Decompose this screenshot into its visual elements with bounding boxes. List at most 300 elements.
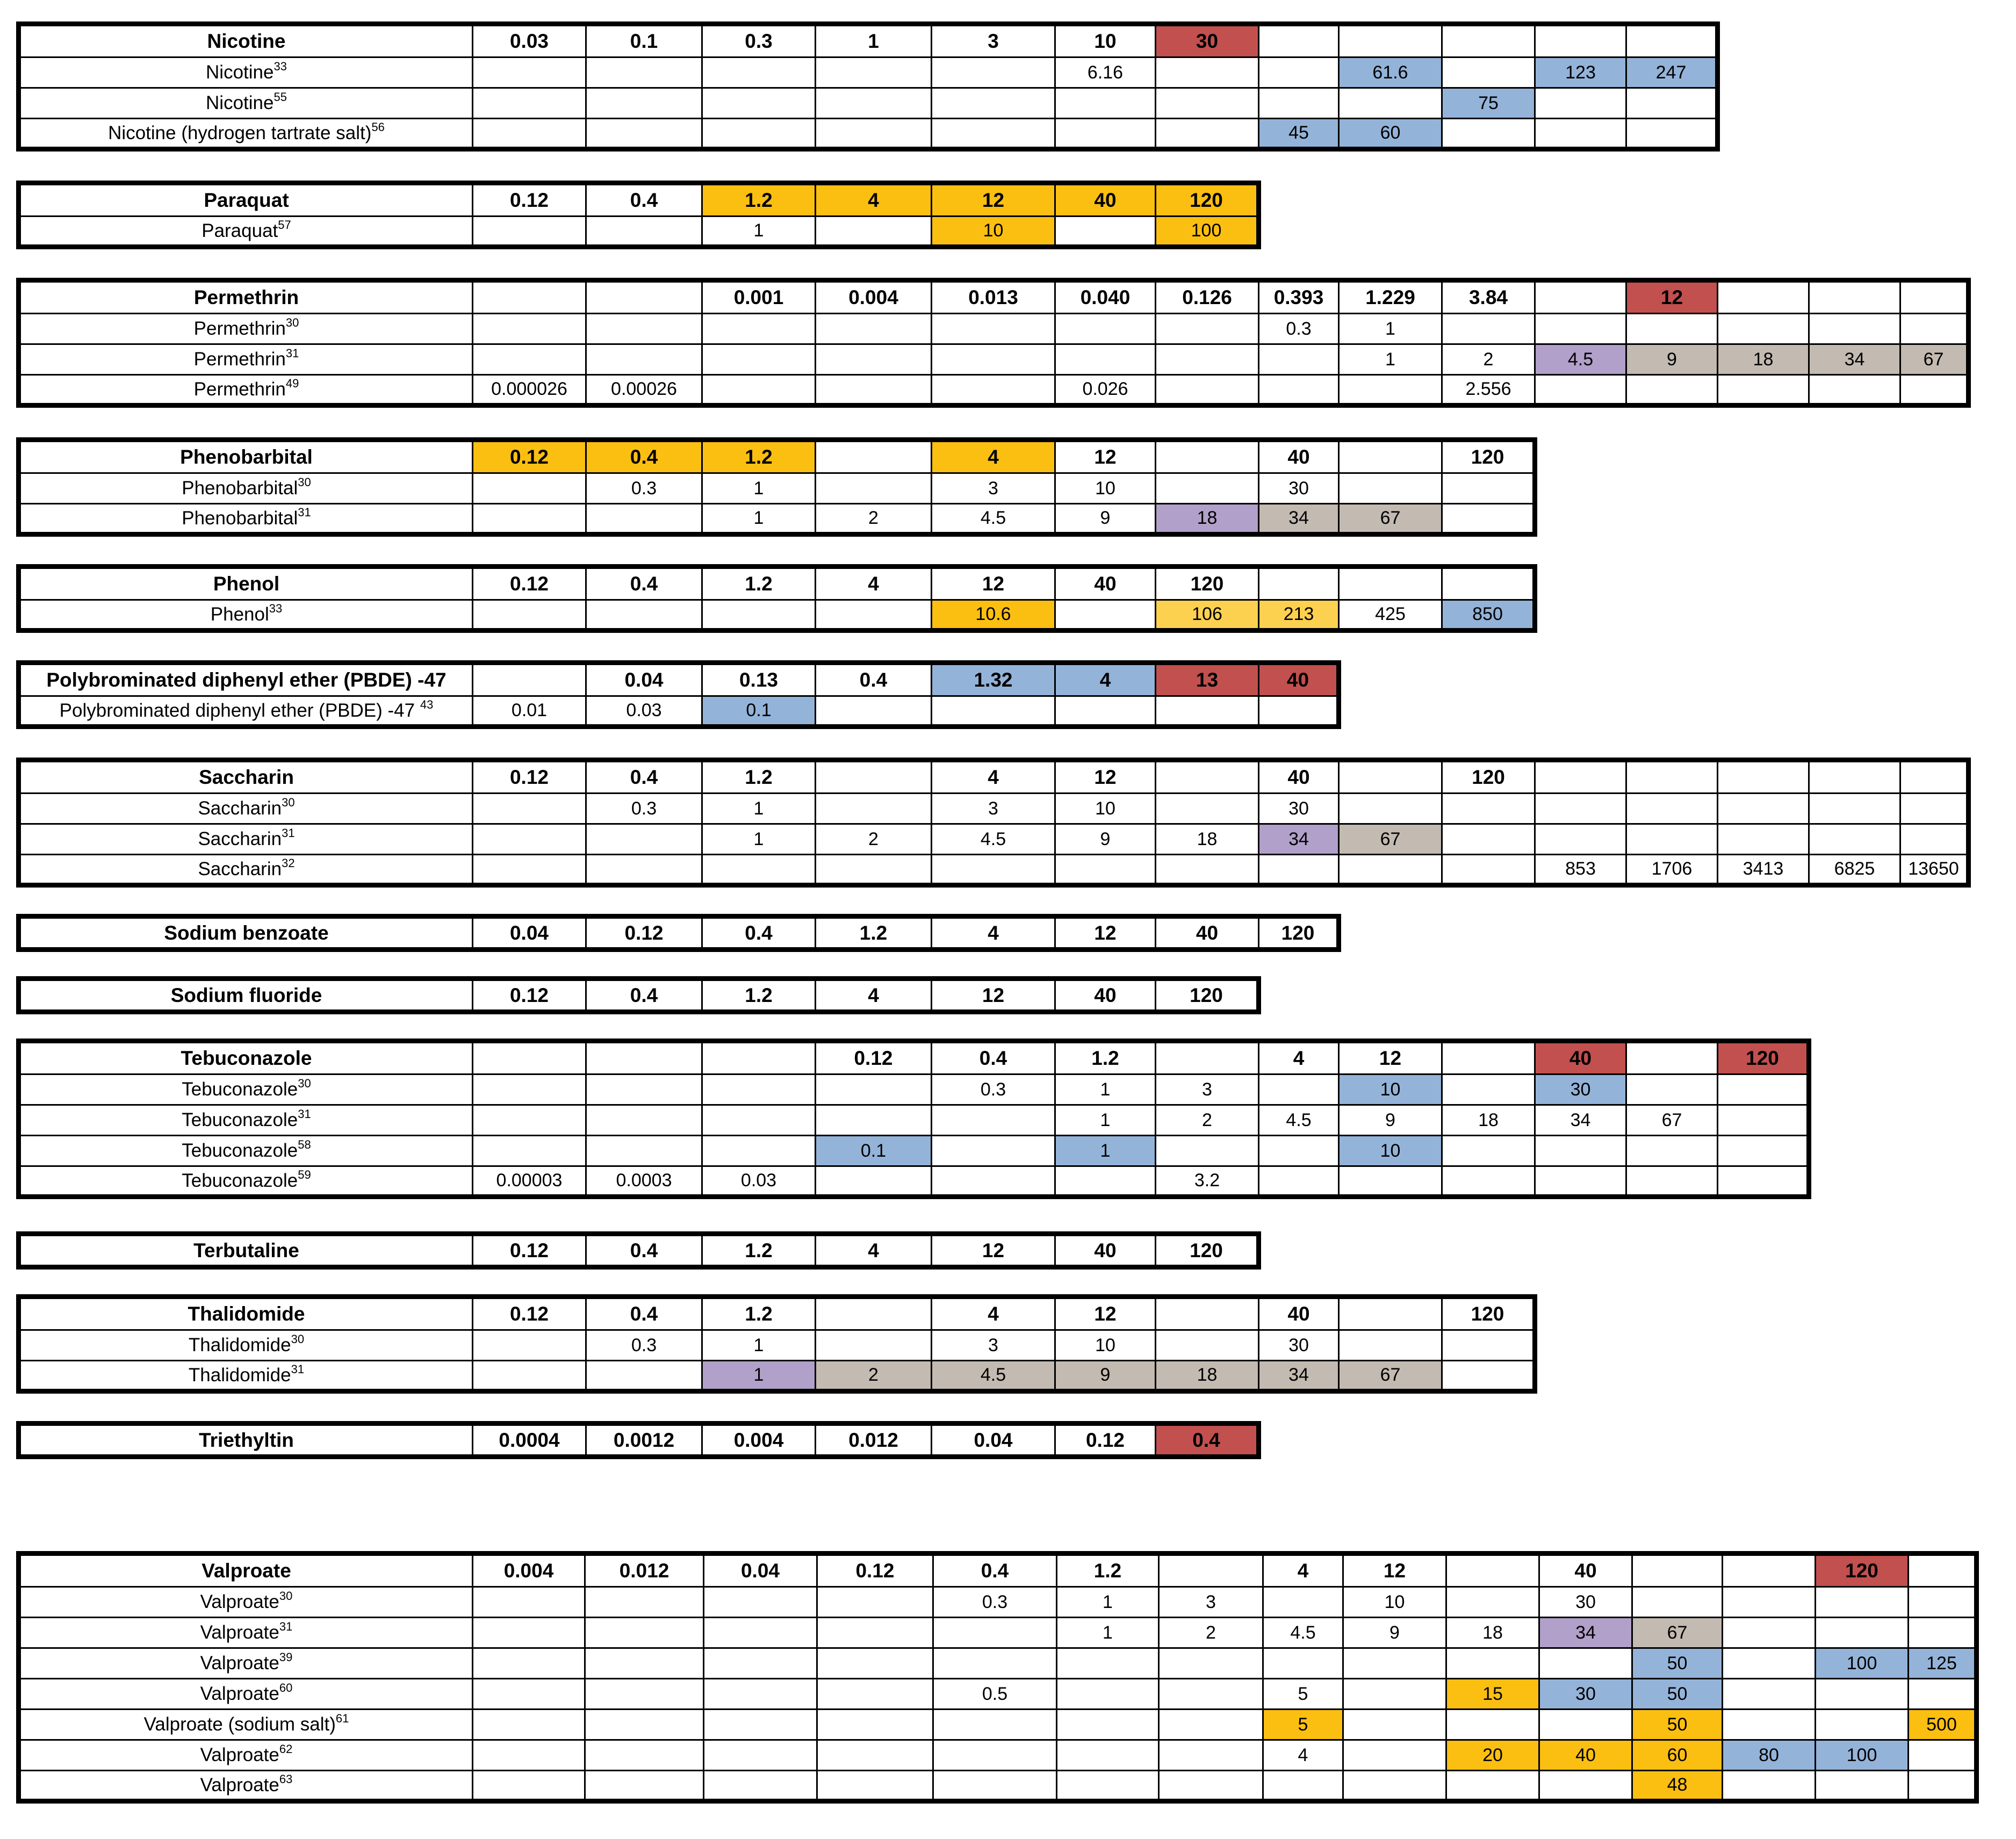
concentration-cell: 0.4: [702, 917, 816, 950]
concentration-cell: [1156, 794, 1259, 824]
reference-number: 63: [279, 1772, 293, 1786]
concentration-cell: 3: [1159, 1587, 1263, 1618]
concentration-cell: 0.03: [473, 24, 586, 57]
reference-row: [19, 1618, 1977, 1648]
reference-label: [19, 1074, 473, 1105]
concentration-cell: [1339, 24, 1442, 57]
reference-label: [19, 824, 473, 855]
concentration-cell: 0.12: [586, 917, 702, 950]
concentration-table: [16, 181, 1261, 249]
concentration-cell: 18: [1446, 1618, 1539, 1648]
concentration-cell: 0.12: [473, 1234, 586, 1267]
concentration-cell: 4: [1263, 1554, 1343, 1587]
reference-label: [19, 1648, 473, 1679]
concentration-cell: [1343, 1710, 1446, 1740]
reference-row: [19, 1136, 1809, 1166]
reference-row: [19, 504, 1535, 535]
concentration-cell: 2: [1442, 344, 1535, 375]
concentration-cell: 0.12: [473, 760, 586, 794]
concentration-cell: [1816, 1618, 1909, 1648]
concentration-cell: [1723, 1679, 1816, 1710]
reference-row: [19, 217, 1259, 247]
label-text: Nicotine: [207, 30, 286, 52]
concentration-table: [16, 1551, 1979, 1804]
substance-table: [16, 660, 1341, 729]
reference-row: [19, 1361, 1535, 1391]
concentration-cell: [1259, 1166, 1339, 1197]
concentration-cell: [1535, 1136, 1626, 1166]
concentration-cell: [1055, 1166, 1156, 1197]
concentration-cell: [1442, 24, 1535, 57]
concentration-cell: [1159, 1771, 1263, 1801]
reference-label: [19, 794, 473, 824]
concentration-cell: 0.12: [473, 183, 586, 217]
concentration-cell: 1: [816, 24, 932, 57]
concentration-cell: 18: [1156, 1361, 1259, 1391]
concentration-cell: [1718, 375, 1809, 406]
concentration-cell: [1442, 794, 1535, 824]
concentration-cell: [1626, 24, 1718, 57]
substance-table: [16, 1421, 1261, 1459]
reference-label: [19, 1166, 473, 1197]
concentration-cell: 67: [1632, 1618, 1723, 1648]
concentration-cell: 13650: [1900, 855, 1969, 885]
header-row: [19, 1424, 1259, 1457]
concentration-cell: [1055, 314, 1156, 344]
concentration-cell: [1339, 440, 1442, 473]
concentration-cell: [586, 344, 702, 375]
concentration-cell: 0.040: [1055, 280, 1156, 314]
concentration-cell: 2: [816, 1361, 932, 1391]
reference-number: 33: [269, 601, 283, 615]
concentration-cell: 120: [1156, 979, 1259, 1012]
concentration-cell: 4: [1259, 1041, 1339, 1074]
concentration-cell: [1718, 1105, 1809, 1136]
concentration-cell: [1055, 88, 1156, 119]
concentration-cell: [816, 1297, 932, 1330]
reference-row: [19, 824, 1969, 855]
concentration-cell: [1442, 1041, 1535, 1074]
concentration-cell: [1442, 1074, 1535, 1105]
reference-row: [19, 1105, 1809, 1136]
concentration-cell: 1: [702, 1361, 816, 1391]
concentration-cell: 12: [932, 979, 1055, 1012]
concentration-cell: 1: [1055, 1136, 1156, 1166]
concentration-cell: [1259, 57, 1339, 88]
reference-row: [19, 1648, 1977, 1679]
concentration-cell: [1057, 1648, 1159, 1679]
concentration-cell: [585, 1740, 704, 1771]
concentration-cell: [1626, 375, 1718, 406]
concentration-cell: [1339, 1330, 1442, 1361]
concentration-cell: [1909, 1587, 1977, 1618]
label-text: Valproate: [200, 1683, 279, 1704]
concentration-cell: [702, 88, 816, 119]
concentration-cell: [1156, 855, 1259, 885]
concentration-cell: 1: [1057, 1587, 1159, 1618]
substance-name: [19, 567, 473, 600]
concentration-cell: [817, 1648, 933, 1679]
concentration-cell: 1.32: [932, 663, 1055, 696]
concentration-cell: [816, 696, 932, 727]
concentration-cell: [1343, 1648, 1446, 1679]
concentration-cell: [1339, 375, 1442, 406]
reference-row: [19, 600, 1535, 631]
concentration-table: [16, 564, 1537, 633]
label-text: Nicotine: [206, 62, 274, 83]
concentration-cell: 1.2: [702, 1297, 816, 1330]
concentration-cell: [1156, 119, 1259, 149]
label-text: Phenobarbital: [182, 507, 298, 529]
concentration-cell: [1626, 1041, 1718, 1074]
concentration-cell: [586, 1074, 702, 1105]
concentration-cell: [1442, 567, 1535, 600]
concentration-cell: 425: [1339, 600, 1442, 631]
concentration-cell: [473, 1587, 585, 1618]
concentration-cell: 1: [1055, 1105, 1156, 1136]
concentration-cell: [1718, 280, 1809, 314]
concentration-cell: 2: [1156, 1105, 1259, 1136]
concentration-cell: [473, 1105, 586, 1136]
concentration-cell: [1159, 1679, 1263, 1710]
reference-row: [19, 855, 1969, 885]
concentration-cell: 5: [1263, 1679, 1343, 1710]
concentration-cell: 40: [1156, 917, 1259, 950]
concentration-cell: 0.04: [586, 663, 702, 696]
concentration-cell: [1909, 1618, 1977, 1648]
concentration-cell: [704, 1679, 817, 1710]
header-row: [19, 663, 1339, 696]
label-text: Tebuconazole: [182, 1079, 298, 1100]
concentration-cell: [1723, 1771, 1816, 1801]
concentration-cell: 12: [932, 1234, 1055, 1267]
concentration-cell: [1626, 119, 1718, 149]
concentration-cell: [702, 1105, 816, 1136]
reference-row: [19, 1166, 1809, 1197]
concentration-cell: [1442, 1330, 1535, 1361]
substance-table: [16, 914, 1341, 952]
concentration-cell: [1909, 1679, 1977, 1710]
concentration-cell: [816, 314, 932, 344]
reference-number: 39: [279, 1650, 293, 1664]
concentration-cell: [1718, 824, 1809, 855]
concentration-cell: [816, 473, 932, 504]
concentration-table: [16, 1421, 1261, 1459]
substance-table: [16, 1231, 1261, 1270]
concentration-cell: 34: [1809, 344, 1900, 375]
concentration-cell: 45: [1259, 119, 1339, 149]
reference-label: [19, 314, 473, 344]
reference-label: [19, 855, 473, 885]
concentration-cell: 1.2: [702, 183, 816, 217]
concentration-cell: 12: [932, 567, 1055, 600]
concentration-cell: 3.84: [1442, 280, 1535, 314]
concentration-cell: [1442, 1361, 1535, 1391]
header-row: [19, 183, 1259, 217]
concentration-cell: 20: [1446, 1740, 1539, 1771]
concentration-cell: [816, 794, 932, 824]
concentration-cell: [932, 119, 1055, 149]
concentration-cell: 1.229: [1339, 280, 1442, 314]
concentration-cell: 0.1: [702, 696, 816, 727]
concentration-cell: [473, 1771, 585, 1801]
concentration-cell: 1: [1339, 344, 1442, 375]
concentration-cell: [932, 1136, 1055, 1166]
concentration-cell: [816, 344, 932, 375]
concentration-cell: 120: [1718, 1041, 1809, 1074]
concentration-cell: [1446, 1554, 1539, 1587]
reference-row: [19, 1771, 1977, 1801]
concentration-cell: [1718, 760, 1809, 794]
concentration-cell: [1159, 1740, 1263, 1771]
concentration-cell: 1: [702, 217, 816, 247]
concentration-cell: 40: [1055, 1234, 1156, 1267]
label-text: Polybrominated diphenyl ether (PBDE) -47: [59, 699, 420, 721]
concentration-cell: 1: [702, 504, 816, 535]
concentration-cell: 50: [1632, 1648, 1723, 1679]
concentration-cell: [1446, 1710, 1539, 1740]
concentration-cell: 4.5: [1259, 1105, 1339, 1136]
concentration-cell: 1.2: [702, 1234, 816, 1267]
label-text: Saccharin: [198, 858, 282, 879]
concentration-cell: 0.4: [586, 979, 702, 1012]
concentration-cell: 1706: [1626, 855, 1718, 885]
concentration-cell: 0.4: [586, 1297, 702, 1330]
reference-label: [19, 344, 473, 375]
concentration-cell: [1626, 1074, 1718, 1105]
concentration-cell: 0.4: [932, 1041, 1055, 1074]
concentration-cell: [1809, 280, 1900, 314]
concentration-cell: 100: [1816, 1740, 1909, 1771]
concentration-cell: [1259, 24, 1339, 57]
reference-row: [19, 696, 1339, 727]
concentration-cell: 0.000026: [473, 375, 586, 406]
concentration-cell: [1626, 794, 1718, 824]
concentration-cell: 75: [1442, 88, 1535, 119]
reference-number: 31: [298, 1107, 311, 1121]
concentration-cell: [1900, 280, 1969, 314]
concentration-cell: [1156, 1330, 1259, 1361]
concentration-cell: [1339, 473, 1442, 504]
concentration-cell: [473, 504, 586, 535]
concentration-table: [16, 758, 1971, 888]
concentration-cell: 12: [1055, 917, 1156, 950]
concentration-cell: 213: [1259, 600, 1339, 631]
concentration-cell: [586, 1041, 702, 1074]
concentration-cell: [1339, 567, 1442, 600]
reference-number: 60: [279, 1681, 293, 1694]
concentration-cell: 0.12: [1055, 1424, 1156, 1457]
concentration-cell: 100: [1156, 217, 1259, 247]
concentration-cell: 0.04: [473, 917, 586, 950]
concentration-cell: [1816, 1587, 1909, 1618]
concentration-cell: [1718, 794, 1809, 824]
concentration-cell: 0.04: [704, 1554, 817, 1587]
concentration-cell: [933, 1648, 1057, 1679]
concentration-cell: 1: [1055, 1074, 1156, 1105]
reference-number: 31: [282, 826, 295, 840]
concentration-cell: 30: [1259, 473, 1339, 504]
concentration-cell: [1539, 1710, 1632, 1740]
concentration-cell: 1: [1057, 1618, 1159, 1648]
concentration-table: [16, 1294, 1537, 1394]
concentration-cell: [1156, 314, 1259, 344]
label-text: Valproate (sodium salt): [143, 1714, 336, 1735]
concentration-cell: [702, 600, 816, 631]
substance-name: [19, 760, 473, 794]
concentration-cell: [586, 119, 702, 149]
concentration-cell: [473, 855, 586, 885]
concentration-cell: [816, 760, 932, 794]
concentration-table: [16, 914, 1341, 952]
concentration-cell: 10: [1055, 1330, 1156, 1361]
concentration-table: [16, 278, 1971, 408]
label-text: Valproate: [200, 1653, 279, 1674]
concentration-cell: [1900, 824, 1969, 855]
concentration-cell: [1055, 344, 1156, 375]
concentration-cell: 10: [1055, 794, 1156, 824]
concentration-cell: [1442, 473, 1535, 504]
concentration-cell: [1156, 696, 1259, 727]
concentration-cell: [473, 1361, 586, 1391]
concentration-cell: 0.0012: [586, 1424, 702, 1457]
label-text: Permethrin: [193, 378, 286, 400]
concentration-cell: 9: [1343, 1618, 1446, 1648]
concentration-cell: [473, 344, 586, 375]
concentration-cell: [1263, 1587, 1343, 1618]
concentration-cell: 850: [1442, 600, 1535, 631]
concentration-cell: [1156, 88, 1259, 119]
concentration-cell: 125: [1909, 1648, 1977, 1679]
concentration-cell: 120: [1259, 917, 1339, 950]
concentration-cell: [1339, 1297, 1442, 1330]
concentration-cell: [586, 217, 702, 247]
concentration-cell: 10: [1339, 1136, 1442, 1166]
concentration-cell: 40: [1055, 183, 1156, 217]
concentration-cell: [1718, 314, 1809, 344]
concentration-cell: [702, 314, 816, 344]
reference-number: 31: [291, 1362, 305, 1376]
concentration-cell: [1442, 1136, 1535, 1166]
concentration-cell: [1446, 1648, 1539, 1679]
concentration-cell: [1055, 600, 1156, 631]
concentration-cell: 10: [932, 217, 1055, 247]
concentration-cell: 0.00026: [586, 375, 702, 406]
concentration-cell: [1718, 1166, 1809, 1197]
concentration-cell: [932, 696, 1055, 727]
header-row: [19, 917, 1339, 950]
concentration-cell: 2: [1159, 1618, 1263, 1648]
concentration-cell: 1.2: [1055, 1041, 1156, 1074]
reference-number: 30: [291, 1332, 305, 1346]
concentration-cell: 4: [816, 567, 932, 600]
concentration-cell: 61.6: [1339, 57, 1442, 88]
label-text: Triethyltin: [199, 1429, 294, 1451]
substance-name: [19, 1234, 473, 1267]
substance-name: [19, 1297, 473, 1330]
substance-table: [16, 564, 1537, 633]
concentration-cell: [1339, 1166, 1442, 1197]
concentration-cell: [1535, 760, 1626, 794]
concentration-cell: [1156, 1041, 1259, 1074]
concentration-cell: 4: [1055, 663, 1156, 696]
concentration-cell: 6.16: [1055, 57, 1156, 88]
concentration-cell: 0.393: [1259, 280, 1339, 314]
concentration-cell: 30: [1539, 1587, 1632, 1618]
concentration-cell: [1723, 1618, 1816, 1648]
concentration-cell: [473, 794, 586, 824]
substance-table: [16, 181, 1261, 249]
concentration-cell: [1809, 824, 1900, 855]
header-row: [19, 760, 1969, 794]
substance-name: [19, 1424, 473, 1457]
concentration-cell: 67: [1626, 1105, 1718, 1136]
concentration-cell: [1816, 1771, 1909, 1801]
label-text: Phenol: [210, 603, 269, 625]
concentration-cell: [704, 1771, 817, 1801]
concentration-cell: 500: [1909, 1710, 1977, 1740]
concentration-cell: [473, 1740, 585, 1771]
concentration-cell: 0.4: [586, 183, 702, 217]
concentration-cell: 4: [932, 917, 1055, 950]
concentration-cell: 18: [1442, 1105, 1535, 1136]
concentration-cell: [817, 1587, 933, 1618]
concentration-cell: [586, 1105, 702, 1136]
label-text: Valproate: [200, 1774, 279, 1795]
concentration-cell: [1343, 1740, 1446, 1771]
concentration-cell: [1723, 1710, 1816, 1740]
concentration-cell: 0.013: [932, 280, 1055, 314]
concentration-cell: 120: [1442, 760, 1535, 794]
label-text: Thalidomide: [188, 1335, 291, 1355]
concentration-table: [16, 437, 1537, 537]
concentration-cell: [1446, 1771, 1539, 1801]
concentration-cell: [1055, 696, 1156, 727]
concentration-cell: [586, 57, 702, 88]
concentration-cell: 50: [1632, 1710, 1723, 1740]
concentration-cell: [473, 1710, 585, 1740]
concentration-cell: [1626, 1166, 1718, 1197]
concentration-cell: 1.2: [702, 567, 816, 600]
concentration-cell: [1259, 1074, 1339, 1105]
concentration-cell: [1259, 567, 1339, 600]
concentration-cell: 0.3: [1259, 314, 1339, 344]
concentration-cell: 120: [1816, 1554, 1909, 1587]
concentration-cell: [1442, 57, 1535, 88]
concentration-cell: [473, 280, 586, 314]
concentration-cell: [816, 375, 932, 406]
concentration-cell: 18: [1156, 824, 1259, 855]
concentration-cell: [1626, 88, 1718, 119]
concentration-cell: [1535, 119, 1626, 149]
substance-name: [19, 1041, 473, 1074]
header-row: [19, 1234, 1259, 1267]
concentration-cell: [586, 855, 702, 885]
concentration-cell: 3413: [1718, 855, 1809, 885]
concentration-cell: [586, 1361, 702, 1391]
concentration-cell: [473, 119, 586, 149]
concentration-cell: [1263, 1771, 1343, 1801]
concentration-cell: 1: [702, 824, 816, 855]
concentration-cell: 0.12: [816, 1041, 932, 1074]
concentration-cell: 0.004: [816, 280, 932, 314]
concentration-cell: 0.4: [586, 567, 702, 600]
concentration-cell: 60: [1339, 119, 1442, 149]
concentration-cell: [473, 57, 586, 88]
concentration-cell: 30: [1259, 1330, 1339, 1361]
concentration-cell: [473, 1074, 586, 1105]
concentration-cell: [473, 1330, 586, 1361]
